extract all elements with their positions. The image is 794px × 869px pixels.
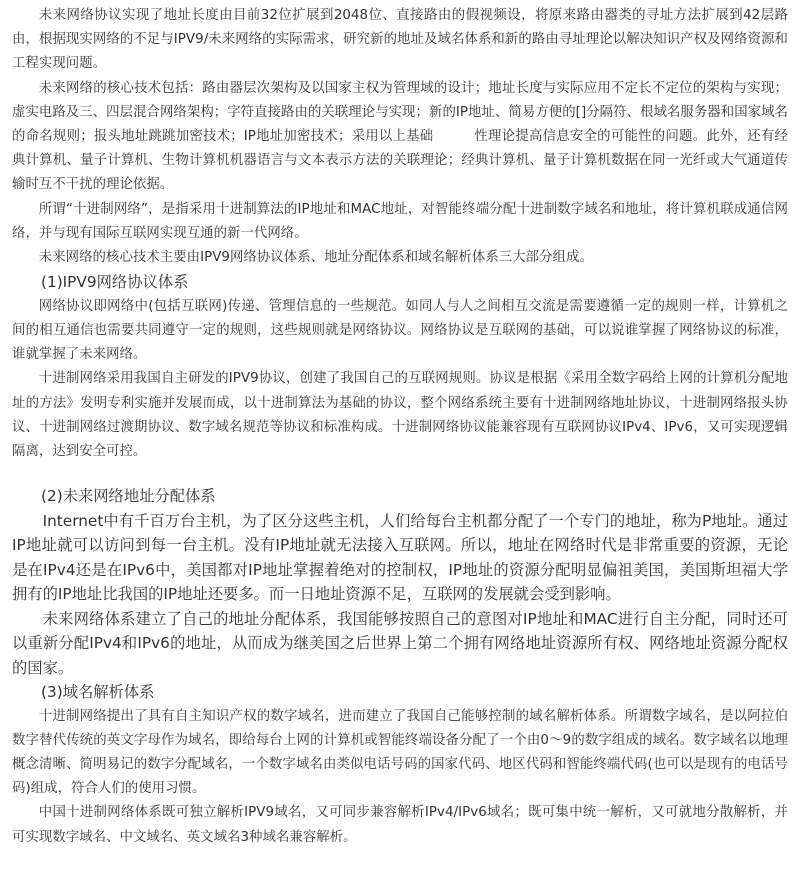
section3-paragraph-2: 中国十进制网络体系既可独立解析IPV9域名，又可同步兼容解析IPv4/IPv6域名；既可集中统一解析，又可就地分散解析，并可实现数字域名、中文域名、英文域名3种域名兼容解析。 [12, 805, 788, 845]
section2-paragraph-2: 未来网络体系建立了自己的地址分配体系，我国能够按照自己的意图对IP地址和MAC进行自主分配，同时还可以重新分配IPv4和IPv6的地址，从而成为继美国之后世界上第二个拥有网络地址资源所有权、网络地址资源分配权的国家。 [12, 609, 788, 677]
section-spacer [12, 464, 788, 484]
intro-paragraph-1: 未来网络协议实现了地址长度由目前32位扩展到2048位、直接路由的假视频设，将原来路由器类的寻址方法扩展到42层路由，根据现实网络的不足与IPV9/未来网络的实际需求，研究新的地址及域名体系和新的路由寻址理论以解决知识产权及网络资源和工程实现问题。 [12, 8, 788, 72]
section3-body [12, 705, 788, 850]
section2-paragraph-1: Internet中有千百万台主机，为了区分这些主机，人们给每台主机都分配了一个专门的地址，称为P地址。通过IP地址就可以访问到每一台主机。没有IP地址就无法接入互联网。所以，地址在网络时代是非常重要的资源，无论是在IPv4还是在IPv6中，美国都对IP地址掌握着绝对的控制权，IP地址的资源分配明显偏祖美国，美国斯坦福大学拥有的IP地址比我国的IP地址还要多。而一日地址资源不足，互联网的发展就会受到影响。 [12, 511, 788, 604]
section1-body [12, 295, 788, 464]
section2-body [12, 509, 788, 681]
section3-heading: (3)域名解析体系 [41, 683, 155, 702]
section3-paragraph-1: 十进制网络提出了具有自主知识产权的数字域名，进而建立了我国自己能够控制的域名解析体系。所谓数字域名，是以阿拉伯数字替代传统的英文字母作为域名，即给每台上网的计算机或智能终端设备分配了一个由0～9的数字组成的域名。数字域名以地理概念清晰、简明易记的数字分配域名，一个数字域名由类似电话号码的国家代码、地区代码和智能终端代码(也可以是现有的电话号码)组成，符合人们的使用习惯。 [12, 708, 788, 797]
section1-heading: (1)IPV9网络协议体系 [41, 273, 189, 292]
intro-paragraph-2: 未来网络的核心技术包括：路由器层次架构及以国家主权为管理域的设计；地址长度与实际应用不定长不定位的架构与实现；虚实电路及三、四层混合网络架构；字符直接路由的关联理论与实现；新的IP地址、简易方便的[]分隔符、根域名服务器和国家域名的命名规则；报头地址跳跳加密技术；IP地址加密技术；采用以上基础 性理论提高信息安全的可能性的问题。此外，还有经典计算机、量子计算机、生物计算机机器语言与文本表示方法的关联理论；经典计算机、量子计算机数据在同一光纤或大气通道传输时互不干扰的理论依据。 [12, 80, 788, 193]
intro-paragraph-4: 未来网络的核心技术主要由IPV9网络协议体系、地址分配体系和域名解析体系三大部分组成。 [38, 250, 593, 266]
section1-paragraph-1: 网络协议即网络中(包括互联网)传递、管理信息的一些规范。如同人与人之间相互交流是需要遵循一定的规则一样，计算机之间的相互通信也需要共同遵守一定的规则，这些规则就是网络协议。网络协议是互联网的基础，可以说谁掌握了网络协议的标准，谁就掌握了未来网络。 [12, 298, 788, 363]
section1-paragraph-2: 十进制网络采用我国自主研发的IPV9协议，创建了我国自己的互联网规则。协议是根据《采用全数字码给上网的计算机分配地址的方法》发明专利实施并发展而成，以十进制算法为基础的协议，整个网络系统主要有十进制网络地址协议，十进制网络报头协议、十进制网络过渡期协议、数字域名规范等协议和标准构成。十进制网络协议能兼容现有互联网协议IPv4、IPv6，又可实现逻辑隔离，达到安全可控。 [12, 371, 788, 459]
section2-heading: (2)未来网络地址分配体系 [41, 487, 216, 506]
intro-section [12, 4, 788, 270]
intro-paragraph-3: 所谓“十进制网络”，是指采用十进制算法的IP地址和MAC地址，对智能终端分配十进制数字域名和地址，将计算机联成通信网络，并与现有国际互联网实现互通的新一代网络。 [12, 201, 788, 241]
